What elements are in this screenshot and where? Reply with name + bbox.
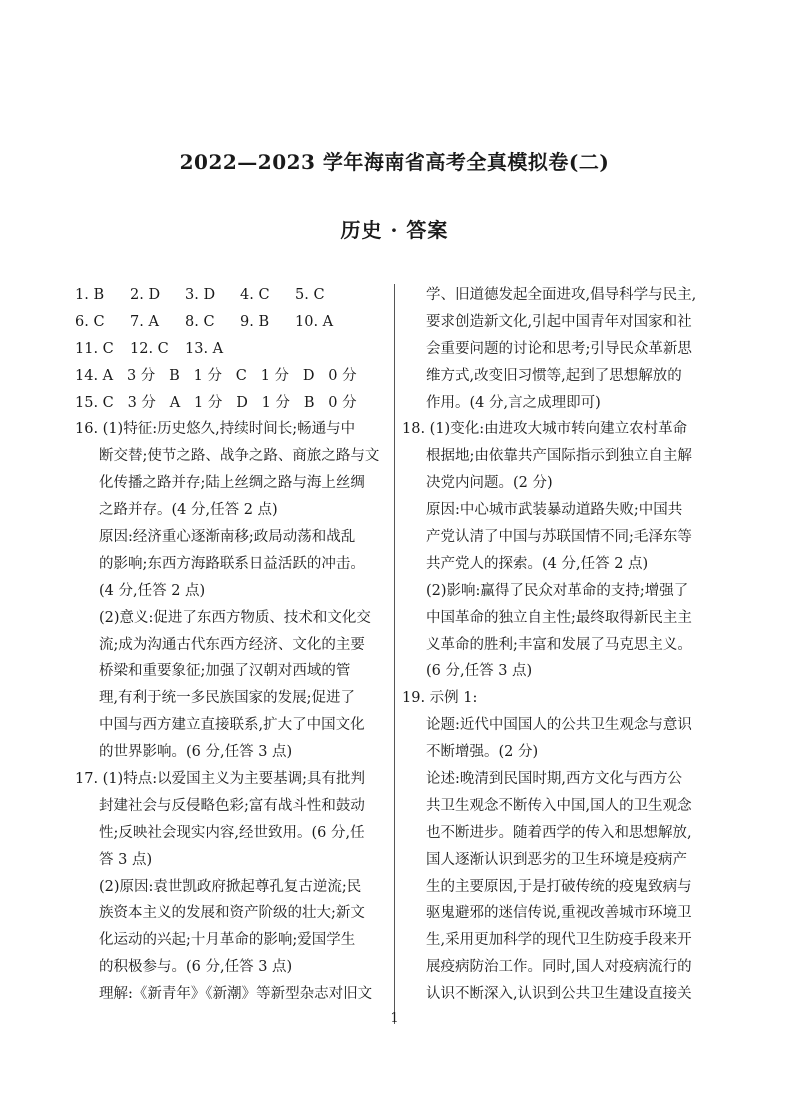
text-line: 答 3 点): [99, 851, 153, 868]
page-number: 1: [390, 1011, 399, 1026]
text-line: 要求创造新文化,引起中国青年对国家和社: [426, 313, 692, 330]
text-line: 维方式,改变旧习惯等,起到了思想解放的: [426, 367, 682, 384]
text-line: 的积极参与。(6 分,任答 3 点): [99, 959, 293, 976]
text-line: 论述:晚清到民国时期,西方文化与西方公: [426, 771, 682, 788]
text-line: (2)影响:赢得了民众对革命的支持;增强了: [426, 582, 689, 599]
text-line: 驱鬼避邪的迷信传说,重视改善城市环境卫: [426, 905, 692, 922]
text-line: 16. (1)特征:历史悠久,持续时间长;畅通与中: [75, 421, 356, 438]
text-line: 共卫生观念不断传入中国,国人的卫生观念: [426, 797, 692, 814]
text-line: 17. (1)特点:以爱国主义为主要基调;具有批判: [75, 771, 365, 788]
choice-row-2: [75, 309, 391, 336]
choice-row-3: [75, 336, 391, 363]
text-line: 桥梁和重要象征;加强了汉朝对西域的管: [99, 663, 351, 680]
text-line: 论题:近代中国国人的公共卫生观念与意识: [426, 717, 692, 734]
text-line: 也不断进步。随着西学的传入和思想解放,: [426, 824, 692, 841]
answer-item: 1. B: [75, 287, 105, 303]
choice-row-1: [75, 282, 391, 309]
text-line: 的影响;东西方海路联系日益活跃的冲击。: [99, 555, 365, 572]
text-line: 原因:中心城市武装暴动道路失败;中国共: [426, 502, 683, 519]
column-divider: [394, 284, 395, 1024]
answer-item: 10. A: [295, 313, 334, 330]
answer-item: 4. C: [240, 287, 270, 303]
text-line: 生,采用更加科学的现代卫生防疫手段来开: [426, 932, 692, 949]
left-column: [75, 282, 391, 1008]
text-line: 化传播之路并存;陆上丝绸之路与海上丝绸: [99, 475, 365, 492]
answer-item: 9. B: [240, 313, 270, 330]
answer-item: 2. D: [130, 287, 161, 303]
text-line: 18. (1)变化:由进攻大城市转向建立农村革命: [402, 421, 688, 438]
text-line: 生的主要原因,于是打破传统的疫鬼致病与: [426, 878, 692, 895]
answer-item: 12. C: [130, 340, 169, 357]
answer-item: 8. C: [185, 313, 215, 330]
text-line: 流;成为沟通古代东西方经济、文化的主要: [99, 636, 365, 653]
text-line: 学、旧道德发起全面进攻,倡导科学与民主,: [426, 287, 697, 303]
choice-row-4: 14. A 3 分 B 1 分 C 1 分 D 0 分: [75, 367, 357, 384]
answer-item: 7. A: [130, 313, 159, 330]
answer-item: 13. A: [185, 340, 224, 357]
page-subtitle: 历史 · 答案: [340, 218, 449, 242]
answer-item: 6. C: [75, 313, 105, 330]
answer-item: 11. C: [75, 340, 114, 357]
answer-item: 5. C: [295, 287, 325, 303]
text-line: 的世界影响。(6 分,任答 3 点): [99, 744, 293, 761]
text-line: 之路并存。(4 分,任答 2 点): [99, 502, 278, 519]
choice-row-5: 15. C 3 分 A 1 分 D 1 分 B 0 分: [75, 394, 357, 411]
text-line: 产党认清了中国与苏联国情不同;毛泽东等: [426, 529, 692, 546]
text-line: 展疫病防治工作。同时,国人对疫病流行的: [426, 959, 692, 976]
text-line: 理解:《新青年》《新潮》等新型杂志对旧文: [99, 986, 373, 1003]
text-line: 不断增强。(2 分): [426, 744, 539, 761]
text-line: 根据地;由依靠共产国际指示到独立自主解: [426, 448, 692, 465]
text-line: (6 分,任答 3 点): [426, 663, 533, 680]
right-column: [402, 282, 722, 1008]
text-line: 理,有利于统一多民族国家的发展;促进了: [99, 690, 355, 707]
page-title: 2022—2023 学年海南省高考全真模拟卷(二): [179, 150, 610, 174]
text-line: 国人逐渐认识到恶劣的卫生环境是疫病产: [426, 851, 687, 868]
text-line: 化运动的兴起;十月革命的影响;爱国学生: [99, 932, 356, 949]
text-line: 性;反映社会现实内容,经世致用。(6 分,任: [99, 824, 365, 841]
answer-item: 3. D: [185, 287, 216, 303]
text-line: 族资本主义的发展和资产阶级的壮大;新文: [99, 905, 365, 922]
text-line: (4 分,任答 2 点): [99, 582, 206, 599]
text-line: 共产党人的探索。(4 分,任答 2 点): [426, 555, 649, 572]
text-line: 作用。(4 分,言之成理即可): [426, 394, 601, 411]
text-line: 会重要问题的讨论和思考;引导民众革新思: [426, 340, 692, 357]
text-line: 决党内问题。(2 分): [426, 475, 553, 492]
text-line: 原因:经济重心逐渐南移;政局动荡和战乱: [99, 529, 356, 546]
text-line: 19. 示例 1:: [402, 690, 478, 707]
text-line: 中国革命的独立自主性;最终取得新民主主: [426, 609, 692, 626]
text-line: 中国与西方建立直接联系,扩大了中国文化: [99, 717, 365, 734]
text-line: 断交替;使节之路、战争之路、商旅之路与文: [99, 448, 380, 465]
text-line: 义革命的胜利;丰富和发展了马克思主义。: [426, 636, 692, 653]
text-line: (2)意义:促进了东西方物质、技术和文化交: [99, 609, 371, 626]
text-line: 封建社会与反侵略色彩;富有战斗性和鼓动: [99, 797, 365, 814]
text-line: 认识不断深入,认识到公共卫生建设直接关: [426, 986, 692, 1003]
text-line: (2)原因:袁世凯政府掀起尊孔复古逆流;民: [99, 878, 362, 895]
